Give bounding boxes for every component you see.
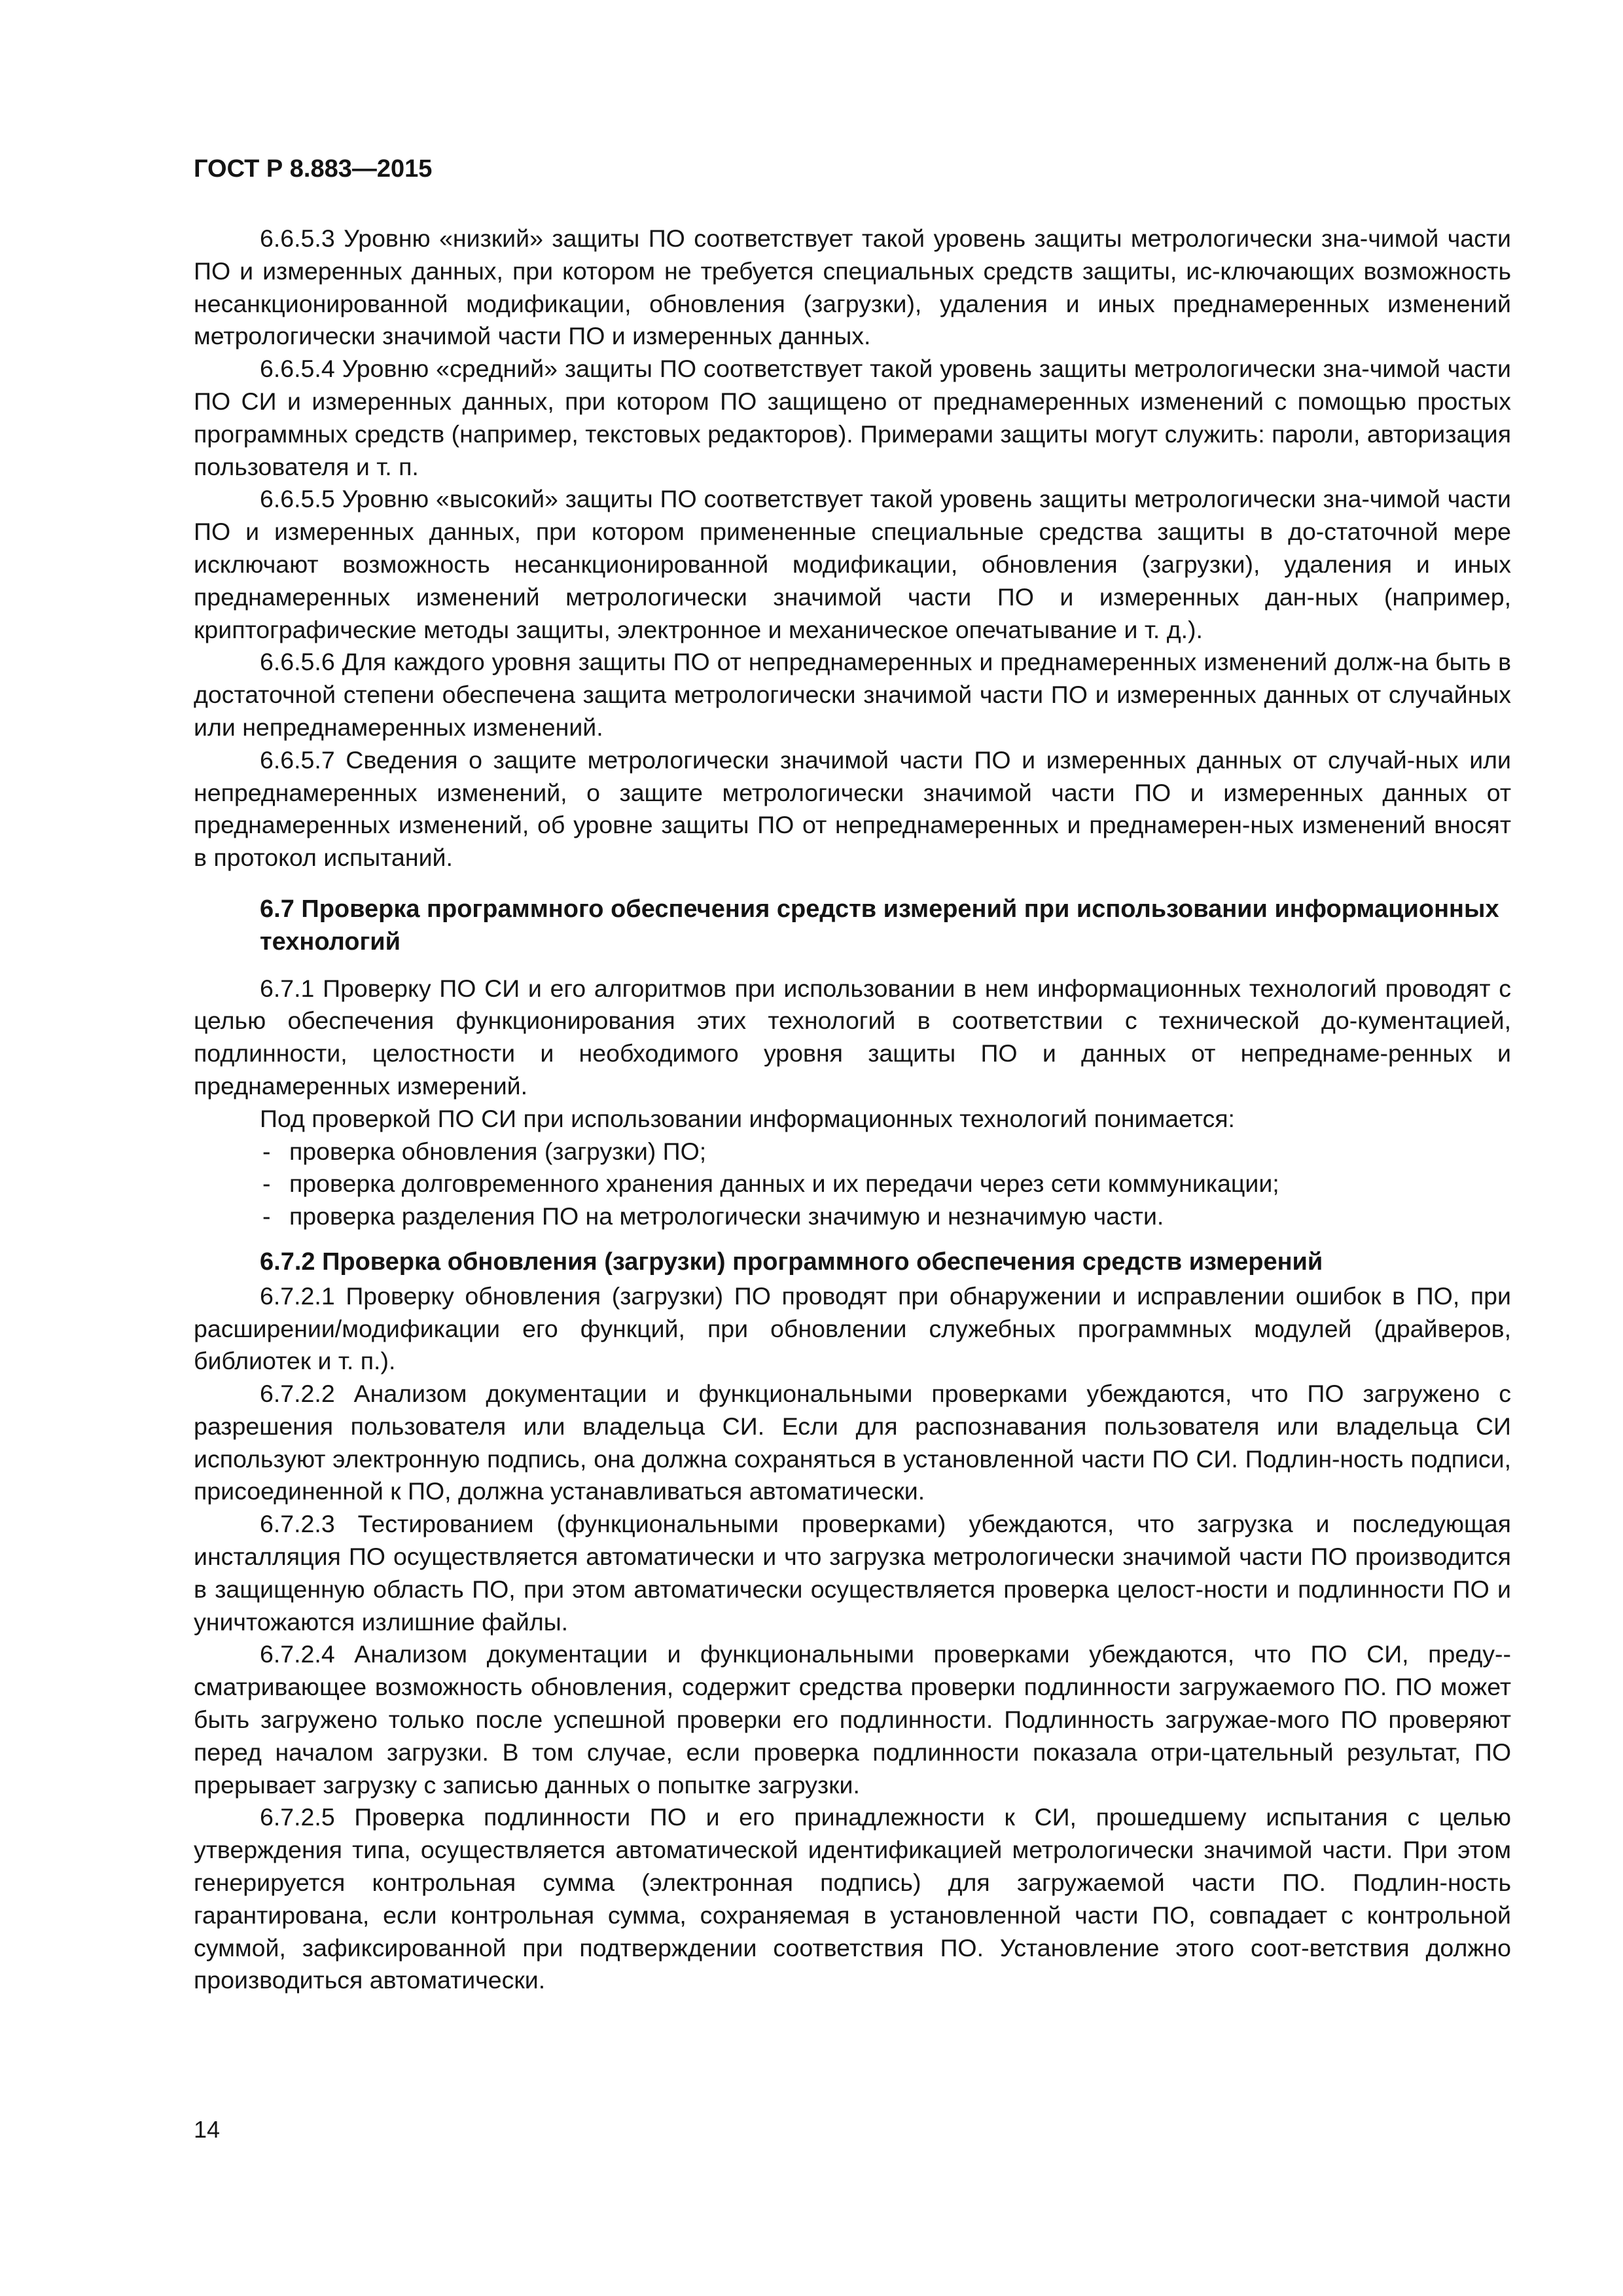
page-number: 14 (194, 2116, 221, 2143)
list-dash: - (262, 1137, 271, 1165)
paragraph-6-7-2-1: 6.7.2.1 Проверку обновления (загрузки) ПО проводят при обнаружении и исправлении ошибок в ПО, при расширении/модификации его функций, при обновлении служебных программных модулей (драйверов, библиотек и т. п.). (194, 1282, 1511, 1375)
paragraph-6-7-1: 6.7.1 Проверку ПО СИ и его алгоритмов при использовании в нем информационных технологий проводят с целью обеспечения функционирования этих технологий в соответствии с технической до-кументацией, подлинности, целостности и необходимого уровня защиты ПО и данных от непреднаме-ренных и преднамеренных измерений. (194, 974, 1511, 1100)
section-heading-6-7-2: 6.7.2 Проверка обновления (загрузки) программного обеспечения средств измерений (260, 1247, 1323, 1276)
page-body (194, 223, 1511, 1997)
document-code-header: ГОСТ Р 8.883—2015 (194, 155, 433, 183)
list-dash: - (262, 1202, 271, 1230)
paragraph-6-6-5-5: 6.6.5.5 Уровню «высокий» защиты ПО соответствует такой уровень защиты метрологически зна-чимой части ПО и измеренных данных, при котором примененные специальные средства защиты в до-статочной мере исключают возможность несанкционированной модификации, обновления (загрузки), удаления и иных преднамеренных изменений метрологически значимой части ПО и измеренных дан-ных (например, криптографические методы защиты, электронное и механическое опечатывание и т. д.). (194, 485, 1511, 643)
paragraph-list-intro: Под проверкой ПО СИ при использовании информационных технологий понимается: (260, 1104, 1235, 1132)
paragraph-6-6-5-4: 6.6.5.4 Уровню «средний» защиты ПО соответствует такой уровень защиты метрологически зна-чимой части ПО СИ и измеренных данных, при котором ПО защищено от преднамеренных изменений с помощью простых программных средств (например, текстовых редакторов). Примерами защиты могут служить: пароли, авторизация пользователя и т. п. (194, 355, 1511, 480)
list-item (194, 1136, 1511, 1168)
list-item-text: проверка обновления (загрузки) ПО; (289, 1137, 707, 1165)
paragraph-6-7-2-3: 6.7.2.3 Тестированием (функциональными проверками) убеждаются, что загрузка и последующая инсталляция ПО осуществляется автоматически и что загрузка метрологически значимой части ПО производится в защищенную область ПО, при этом автоматически осуществляется проверка целост-ности и подлинности ПО и уничтожаются излишние файлы. (194, 1510, 1511, 1636)
paragraph-6-7-2-5: 6.7.2.5 Проверка подлинности ПО и его принадлежности к СИ, прошедшему испытания с целью утверждения типа, осуществляется автоматической идентификацией метрологически значимой части. При этом генерируется контрольная сумма (электронная подпись) для загружаемой части ПО. Подлин-ность гарантирована, если контрольная сумма, сохраняемая в установленной части ПО, совпадает с контрольной суммой, зафиксированной при подтверждении соответствия ПО. Установление этого соот-ветствия должно производиться автоматически. (194, 1803, 1511, 1994)
list-item-text: проверка долговременного хранения данных и их передачи через сети коммуникации; (289, 1170, 1279, 1198)
paragraph-6-6-5-7: 6.6.5.7 Сведения о защите метрологически значимой части ПО и измеренных данных от случай-ных или непреднамеренных изменений, о защите метрологически значимой части ПО и измеренных данных от преднамеренных изменений, об уровне защиты ПО от непреднамеренных и преднамерен-ных изменений вносят в протокол испытаний. (194, 745, 1511, 872)
list-dash: - (262, 1170, 271, 1198)
list-item (194, 1168, 1511, 1200)
section-heading-6-7: 6.7 Проверка программного обеспечения средств измерений при использовании информационных технологий (260, 895, 1499, 956)
list-item-text: проверка разделения ПО на метрологически значимую и незначимую части. (289, 1202, 1164, 1230)
paragraph-6-7-2-4: 6.7.2.4 Анализом документации и функциональными проверками убеждаются, что ПО СИ, преду-сматривающее возможность обновления, содержит средства проверки подлинности загружаемого ПО. ПО может быть загружено только после успешной проверки его подлинности. Подлинность загружае-мого ПО проверяют перед началом загрузки. В том случае, если проверка подлинности показала отри-цательный результат, ПО прерывает загрузку с записью данных о попытке загрузки. (194, 1640, 1511, 1799)
paragraph-6-6-5-6: 6.6.5.6 Для каждого уровня защиты ПО от непреднамеренных и преднамеренных изменений долж-на быть в достаточной степени обеспечена защита метрологически значимой части ПО и измеренных данных от случайных или непреднамеренных изменений. (194, 648, 1511, 741)
list-item (194, 1200, 1511, 1233)
paragraph-6-6-5-3: 6.6.5.3 Уровню «низкий» защиты ПО соответствует такой уровень защиты метрологически зна-чимой части ПО и измеренных данных, при котором не требуется специальных средств защиты, ис-ключающих возможность несанкционированной модификации, обновления (загрузки), удаления и иных преднамеренных изменений метрологически значимой части ПО и измеренных данных. (194, 224, 1511, 350)
check-list (194, 1136, 1511, 1233)
paragraph-6-7-2-2: 6.7.2.2 Анализом документации и функциональными проверками убеждаются, что ПО загружено с разрешения пользователя или владельца СИ. Если для распознавания пользователя или владельца СИ используют электронную подпись, она должна сохраняться в установленной части ПО СИ. Подлин-ность подписи, присоединенной к ПО, должна устанавливаться автоматически. (194, 1380, 1511, 1505)
